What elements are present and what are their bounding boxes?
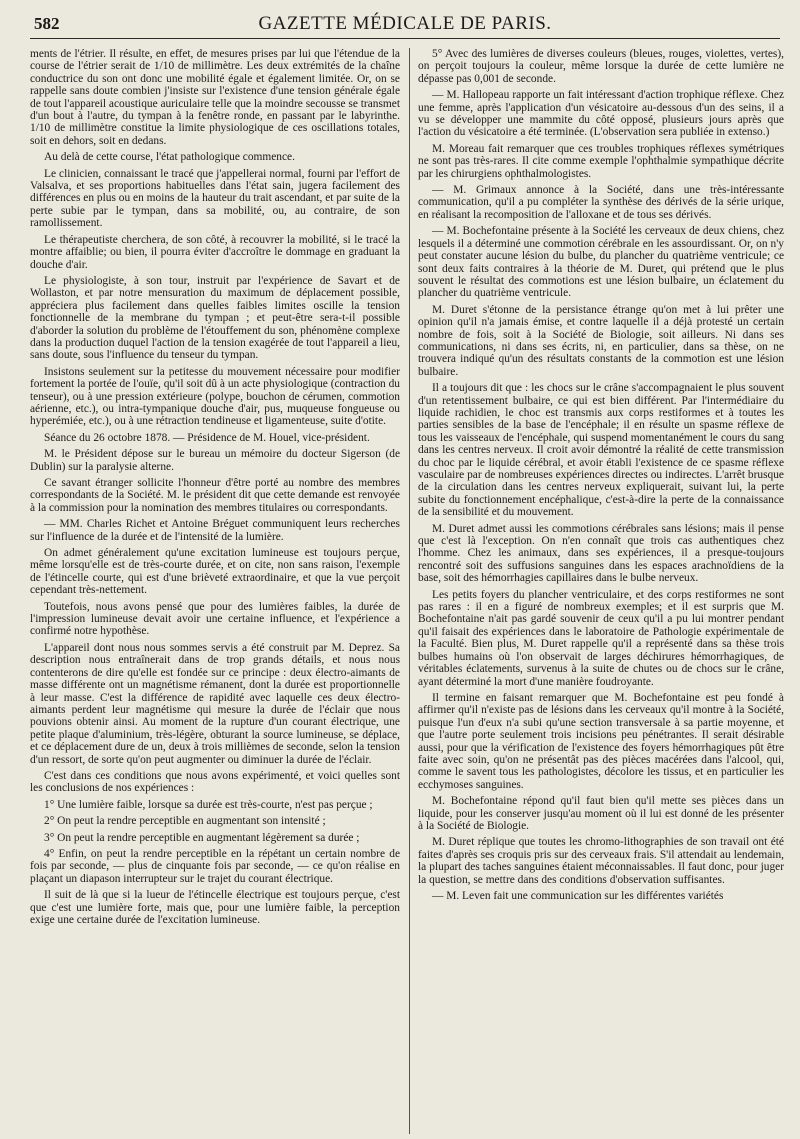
paragraph: Insistons seulement sur la petitesse du mouvement nécessaire pour modifier fortement la portée de l'ouïe, qu'il soit dû à un acte physiologique (contraction du tenseur), ou à une pression extérieure (polype, bouchon de cérumen, commotion aérienne, etc.), ou intra-tympanique douche d'air, pus, muqueuse fongueuse ou hyperémiée, etc.), ou à une rétraction tendineuse et ligamenteuse, suite d'otite. bbox=[30, 365, 400, 428]
list-item: 5° Avec des lumières de diverses couleurs (bleues, rouges, violettes, vertes), on perçoit toujours la couleur, même lorsque la durée de cette lumière ne dépasse pas 0,001 de seconde. bbox=[418, 48, 784, 85]
column-divider bbox=[409, 48, 410, 1134]
paragraph: Au delà de cette course, l'état pathologique commence. bbox=[44, 151, 295, 164]
paragraph: C'est dans ces conditions que nous avons expérimenté, et voici quelles sont les conclusions de nos expériences : bbox=[30, 769, 400, 795]
page-number: 582 bbox=[34, 14, 60, 33]
paragraph: L'appareil dont nous nous sommes servis a été construit par M. Deprez. Sa description nous entraînerait dans de trop grands détails, et nous nous contenterons de dire qu'elle est fondée sur ce principe : deux électro-aimants de masse différente ont un magnétisme rémanent, dont la durée est proportionnelle à leur masse. C'est la différence de rapidité avec laquelle ces deux électro-aimants perdent leur magnétisme qui mesure la durée de l'éclair que nous pouvions obtenir ainsi. Au moment de la rupture d'un courant électrique, une petite plaque d'aluminium, très-légère, obturant la source lumineuse, se déplace, et ce déplacement dure de un, deux à trois millièmes de seconde, selon la tension d'un ressort, de sorte qu'on peut augmenter ou diminuer la durée de l'éclair. bbox=[30, 641, 400, 766]
running-title: GAZETTE MÉDICALE DE PARIS. bbox=[258, 13, 552, 34]
paragraph: — M. Grimaux annonce à la Société, dans une très-intéressante communication, qu'il a pu compléter la synthèse des dérivés de la série urique, en réalisant la recomposition de l'alloxane et de tous ses dérivés. bbox=[418, 184, 784, 221]
paragraph: M. Duret admet aussi les commotions cérébrales sans lésions; mais il pense que c'est là l'exception. On n'en connaît que trois cas authentiques chez l'homme. Chez les animaux, dans ses expériences, il a presque-toujours rencontré soit des suffusions sanguines dans les espaces arachnoïdiens de la base, soit des hémorrhagies capillaires dans le bulbe nerveux. bbox=[418, 522, 784, 585]
list-item: 2° On peut la rendre perceptible en augmentant son intensité ; bbox=[44, 815, 326, 828]
paragraph: — M. Hallopeau rapporte un fait intéressant d'action trophique réflexe. Chez une femme, après l'application d'un vésicatoire au-dessous d'un des seins, il a vu se développer une mammite du côté opposé, plusieurs jours après que l'action du vésicatoire a été terminée. (L'observation sera publiée in extenso.) bbox=[418, 89, 784, 139]
list-item: 4° Enfin, on peut la rendre perceptible en la répétant un certain nombre de fois par seconde, — plus de cinquante fois par seconde, — ce qu'on réalise en plaçant un diapason interrupteur sur le trajet du courant électrique. bbox=[30, 847, 400, 885]
paragraph: Le physiologiste, à son tour, instruit par l'expérience de Savart et de Wollaston, et par notre mensuration du maximum de déplacement possible, appréciera plus facilement dans quelles faibles limites oscille la tension fonctionnelle de la membrane du tympan ; et peut-être sera-t-il possible d'aborder la solution du problème de l'étouffement du son, phénomène complexe dans la production duquel l'action de la tension exagérée de tout l'appareil a lieu, sans doute, sous l'influence du tenseur du tympan. bbox=[30, 274, 400, 362]
list-item: 3° On peut la rendre perceptible en augmentant légèrement sa durée ; bbox=[44, 831, 360, 844]
paragraph: M. Duret réplique que toutes les chromo-lithographies de son travail ont été faites d'après ses croquis pris sur des cerveaux frais. S'il attendait au lendemain, la plupart des taches sanguines étaient méconnaissables. Il faut donc, pour juger la question, se mettre dans des conditions d'observation suffisantes. bbox=[418, 836, 784, 886]
paragraph: Les petits foyers du plancher ventriculaire, et des corps restiformes ne sont pas rares : il en a figuré de nombreux exemples; et il est surpris que M. Bochefontaine n'ait pas gardé souvenir de ceux qu'il a pu lui montrer pendant qu'il faisait des expériences dans le laboratoire de Pathologie expérimentale de la Faculté. Bien plus, M. Duret rappelle qu'il a représenté dans sa thèse trois bulbes humains où l'on observait de larges déchirures hémorrhagiques, de véritables éclatements, survenus à la suite de chutes ou de chocs sur le crâne, ayant déterminé la mort d'une manière foudroyante. bbox=[418, 588, 784, 688]
paragraph: Toutefois, nous avons pensé que pour des lumières faibles, la durée de l'impression lumineuse devait avoir une certaine influence, et l'expérience a confirmé notre hypothèse. bbox=[30, 600, 400, 638]
paragraph: ments de l'étrier. Il résulte, en effet, de mesures prises par lui que l'étendue de la course de l'étrier serait de 1/10 de millimètre. Les deux extrémités de la chaîne conductrice du son ont donc une mobilité égale et également limitée. Or, on se rappelle sans doute combien j'insiste sur l'existence d'une tension générale égale de tout l'appareil acoustique auriculaire telle que la moindre secousse se transmet d'un bout à l'autre, du tympan à la fenêtre ronde, en passant par le labyrinthe. 1/10 de millimètre constitue la limite physiologique de ces oscillations totales, soit en dehors, soit en dedans. bbox=[30, 48, 400, 147]
paragraph: M. le Président dépose sur le bureau un mémoire du docteur Sigerson (de Dublin) sur la paralysie alterne. bbox=[30, 448, 400, 473]
paragraph: — M. Bochefontaine présente à la Société les cerveaux de deux chiens, chez lesquels il a déterminé une commotion cérébrale en les assourdissant. Or, on n'y peut constater aucune lésion du bulbe, du plancher du quatrième ventricule; ce sont deux faits contraires à la théorie de M. Duret, qui prétend que le plus souvent le résultat des commotions est une lésion bulbaire, un éclatement du plancher du quatrième ventricule. bbox=[418, 225, 784, 300]
paragraph: M. Moreau fait remarquer que ces troubles trophiques réflexes symétriques ne sont pas très-rares. Il cite comme exemple l'ophthalmie sympathique décrite par les chirurgiens ophthalmologistes. bbox=[418, 142, 784, 180]
paragraph: Ce savant étranger sollicite l'honneur d'être porté au nombre des membres correspondants de la Société. M. le président dit que cette demande est renvoyée à la commission pour la nomination des membres titulaires ou correspondants. bbox=[30, 477, 400, 514]
session-heading: Séance du 26 octobre 1878. — Présidence de M. Houel, vice-président. bbox=[44, 431, 370, 444]
paragraph: — MM. Charles Richet et Antoine Bréguet communiquent leurs recherches sur l'influence de la durée et de l'intensité de la lumière. bbox=[30, 518, 400, 543]
paragraph: On admet généralement qu'une excitation lumineuse est toujours perçue, même lorsqu'elle est de très-courte durée, et on cite, non sans raison, l'exemple de l'étincelle courte, qui est d'une brièveté extraordinaire, et que la vue perçoit cependant très-nettement. bbox=[30, 547, 400, 597]
paragraph: — M. Leven fait une communication sur les différentes variétés bbox=[432, 890, 724, 902]
paragraph: M. Bochefontaine répond qu'il faut bien qu'il mette ses pièces dans un liquide, pour les conserver jusqu'au moment où il lui est donné de les présenter à la Société de Biologie. bbox=[418, 795, 784, 832]
page-header bbox=[30, 10, 780, 39]
left-column bbox=[30, 48, 400, 1134]
list-item: 1° Une lumière faible, lorsque sa durée est très-courte, n'est pas perçue ; bbox=[44, 798, 373, 811]
right-column bbox=[418, 48, 784, 1134]
paragraph: Il suit de là que si la lueur de l'étincelle électrique est toujours perçue, c'est que c'est une lumière forte, mais que, pour une lumière faible, la perception exige une certaine durée de l'excitation lumineuse. bbox=[30, 889, 400, 926]
paragraph: M. Duret s'étonne de la persistance étrange qu'on met à lui prêter une opinion qu'il n'a jamais émise, et contre laquelle il a déjà protesté un certain nombre de fois, soit à la Société de Biologie, soit ailleurs. Ni dans ses communications, ni dans ses écrits, ni, en particulier, dans sa thèse, on ne trouvera indiqué qu'un des résultats constants de la commotion est une lésion bulbaire. bbox=[418, 303, 784, 378]
paragraph: Il termine en faisant remarquer que M. Bochefontaine est peu fondé à affirmer qu'il n'existe pas de lésions dans les cerveaux qu'il montre à la Société, puisque l'un d'eux n'a subi qu'une section transversale à sa partie moyenne, et que l'autre porte seulement trois incisions peu pénétrantes. Il serait désirable aussi, pour que la vérification de l'existence des foyers hémorrhagiques pût être faite avec soin, qu'on ne présentât pas des pièces macérées dans l'alcool, qui, comme le savent tous les pathologistes, décolore les tissus, et en particulier les ecchymoses sanguines. bbox=[418, 691, 784, 791]
paragraph: Le clinicien, connaissant le tracé que j'appellerai normal, fourni par l'effort de Valsalva, et ses proportions habituelles dans l'état sain, jugera facilement des différences en plus ou en moins de la hauteur du trait ascendant, et par suite de la perte subie par le tympan, dans sa mobilité, ou, au contraire, de son ramollissement. bbox=[30, 167, 400, 230]
paragraph: Il a toujours dit que : les chocs sur le crâne s'accompagnaient le plus souvent d'un retentissement bulbaire, ce qui est bien différent. Par l'intermédiaire du liquide rachidien, le choc est transmis aux corps restiformes et à toutes les parties sensibles de la base de l'encéphale; il en résulte un spasme réflexe de tous les vaisseaux de l'encéphale, qui suspend momentanément le cours du sang dans les centres nerveux. Il croit avoir démontré la réalité de cette transmission du choc par le liquide cérébral, et avoir établi l'existence de ce spasme réflexe vasculaire par de nombreuses expériences directes ou indirectes. L'arrêt brusque de la circulation dans les centres nerveux expliquerait, suivant lui, la perte subite du fonctionnement encéphalique, c'est-à-dire la perte de la connaissance de la sensibilité et du mouvement. bbox=[418, 382, 784, 519]
paragraph: Le thérapeutiste cherchera, de son côté, à recouvrer la mobilité, si le tracé la montre affaiblie; ou bien, il pourra éviter d'accroître le dommage en graduant la douche d'air. bbox=[30, 233, 400, 271]
